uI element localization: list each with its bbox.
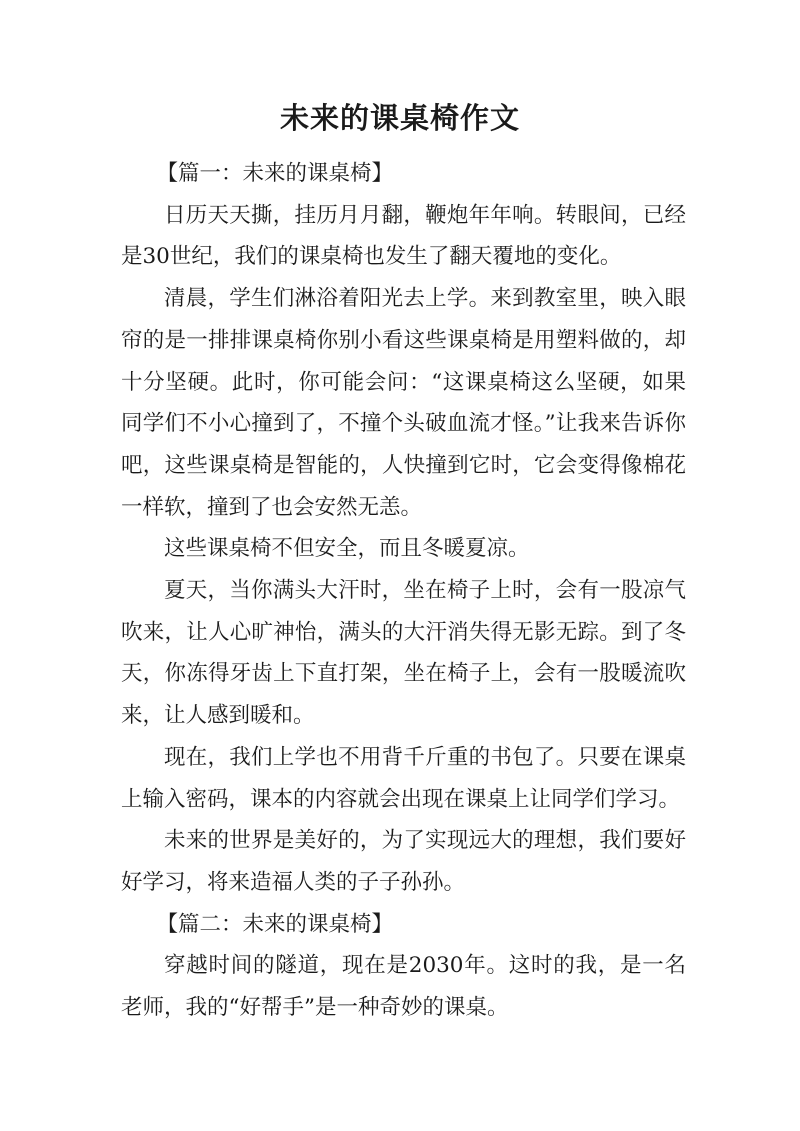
document-title: 未来的课桌椅作文: [279, 101, 520, 135]
section-heading-1: 【篇一：未来的课桌椅】: [156, 161, 393, 186]
section-heading-2: 【篇二：未来的课桌椅】: [156, 911, 393, 937]
paragraph: 夏天，当你满头大汗时，坐在椅子上时，会有一股凉气吹来，让人心旷神怡，满头的大汗消失得无影无踪。到了冬天，你冻得牙齿上下直打架，坐在椅子上，会有一股暖流吹来，让人感到暖和。: [121, 578, 686, 729]
paragraph: 清晨，学生们淋浴着阳光去上学。来到教室里，映入眼帘的是一排排课桌椅你别小看这些课桌椅是用塑料做的，却十分坚硬。此时，你可能会问：“这课桌椅这么坚硬，如果同学们不小心撞到了，不撞个头破血流才怪。”让我来告诉你吧，这些课桌椅是智能的，人快撞到它时，它会变得像棉花一样软，撞到了也会安然无恙。: [121, 286, 686, 520]
paragraph: 这些课桌椅不但安全，而且冬暖夏凉。: [164, 536, 530, 562]
paragraph: 穿越时间的隧道，现在是2030年。这时的我，是一名老师，我的“好帮手”是一种奇妙的课桌。: [121, 953, 686, 1021]
paragraph: 未来的世界是美好的，为了实现远大的理想，我们要好好学习，将来造福人类的子子孙孙。: [121, 828, 686, 895]
document-body: [121, 153, 686, 1029]
paragraph: 现在，我们上学也不用背千斤重的书包了。只要在课桌上输入密码，课本的内容就会出现在课桌上让同学们学习。: [121, 744, 686, 812]
paragraph: 日历天天撕，挂历月月翻，鞭炮年年响。转眼间，已经是30世纪，我们的课桌椅也发生了翻天覆地的变化。: [121, 202, 686, 270]
